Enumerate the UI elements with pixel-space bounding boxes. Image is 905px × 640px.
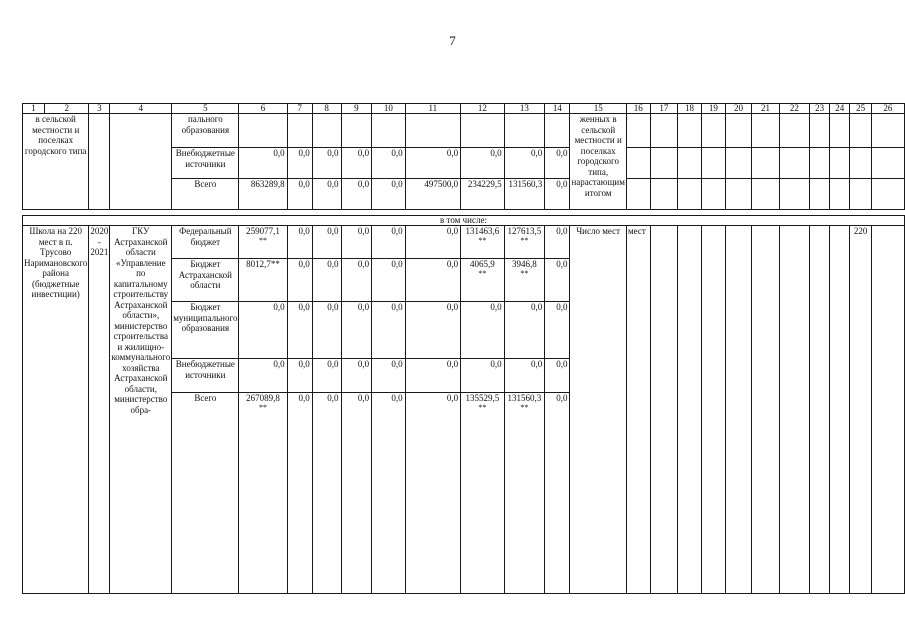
budget-table [22,103,905,594]
col-number: 11 [405,104,460,114]
col-number: 13 [504,104,545,114]
table-row: Всего 267089,8 ** 0,0 0,0 0,0 0,0 0,0 135529,5 ** 131560,3 ** 0,0 [23,393,905,594]
table-row: Внебюджетные источники 0,0 0,0 0,0 0,0 0,0 0,0 0,0 0,0 0,0 [23,148,905,179]
col-number: 4 [110,104,172,114]
object-name: Школа на 220 мест в п. Трусово Наримановского района (бюджетные инвестиции) [23,226,89,594]
table-row: Школа на 220 мест в п. Трусово Наримановского района (бюджетные инвестиции) 2020 - 2021 ГКУ Астраханской области «Управление по капитальному строительству Астраханской области», министерство строительства и жилищно-коммунального хозяйства Астраханской области, министерство обра- Федеральный бюджет 259077,1 ** 0,0 0,0 0,0 0,0 0,0 131463,6 ** 127613,5 ** 0,0 Число мест мест 220 [23,226,905,259]
col-number: 8 [312,104,341,114]
col-number: 17 [650,104,677,114]
table-row: Всего 863289,8 0,0 0,0 0,0 0,0 497500,0 234229,5 131560,3 0,0 [23,179,905,210]
customer: ГКУ Астраханской области «Управление по капитальному строительству Астраханской области», министерство строительства и жилищно-коммунального хозяйства Астраханской области, министерство обра- [110,226,172,594]
table-row [23,114,905,148]
target-value: 220 [850,226,872,594]
col-number: 16 [626,104,650,114]
col-number: 22 [779,104,809,114]
col-number: 2 [45,104,89,114]
col-number: 9 [341,104,372,114]
col-number: 24 [830,104,850,114]
col-number: 21 [752,104,779,114]
funding-source: Всего [172,179,239,210]
indicator: Число мест [570,226,627,594]
funding-source: Внебюджетные источники [172,148,239,179]
col-number: 25 [850,104,872,114]
col-number: 6 [239,104,287,114]
col-number: 5 [172,104,239,114]
col-number: 3 [89,104,110,114]
col-number: 12 [461,104,505,114]
funding-source: Всего [172,393,239,594]
col-number: 10 [372,104,405,114]
years: 2020 - 2021 [89,226,110,594]
indicator-cell: женных в сельской местности и поселках городского типа, нарастающим итогом [570,114,627,210]
unit: мест [626,226,650,594]
page-number: 7 [449,33,456,48]
col-number: 15 [570,104,627,114]
section-divider: в том числе: [23,216,905,226]
funding-source: Федеральный бюджет [172,226,239,259]
col-number: 7 [287,104,312,114]
col-number: 1 [23,104,45,114]
funding-source: Бюджет муниципального образования [172,302,239,359]
funding-source: Внебюджетные источники [172,359,239,393]
object-cell: в сельской местности и поселках городского типа [23,114,89,210]
col-number: 14 [545,104,570,114]
col-number: 23 [810,104,830,114]
table-row: Бюджет муниципального образования 0,0 0,0 0,0 0,0 0,0 0,0 0,0 0,0 0,0 [23,302,905,359]
col-number: 20 [725,104,752,114]
funding-source: Бюджет Астраханской области [172,259,239,302]
column-number-row [23,104,905,114]
table-row: Внебюджетные источники 0,0 0,0 0,0 0,0 0,0 0,0 0,0 0,0 0,0 [23,359,905,393]
col-number: 19 [701,104,725,114]
col-number: 18 [678,104,702,114]
table-row: Бюджет Астраханской области 8012,7** 0,0 0,0 0,0 0,0 0,0 4065,9 ** 3946,8 ** 0,0 [23,259,905,302]
funding-source: пального образования [172,114,239,148]
col-number: 26 [871,104,904,114]
